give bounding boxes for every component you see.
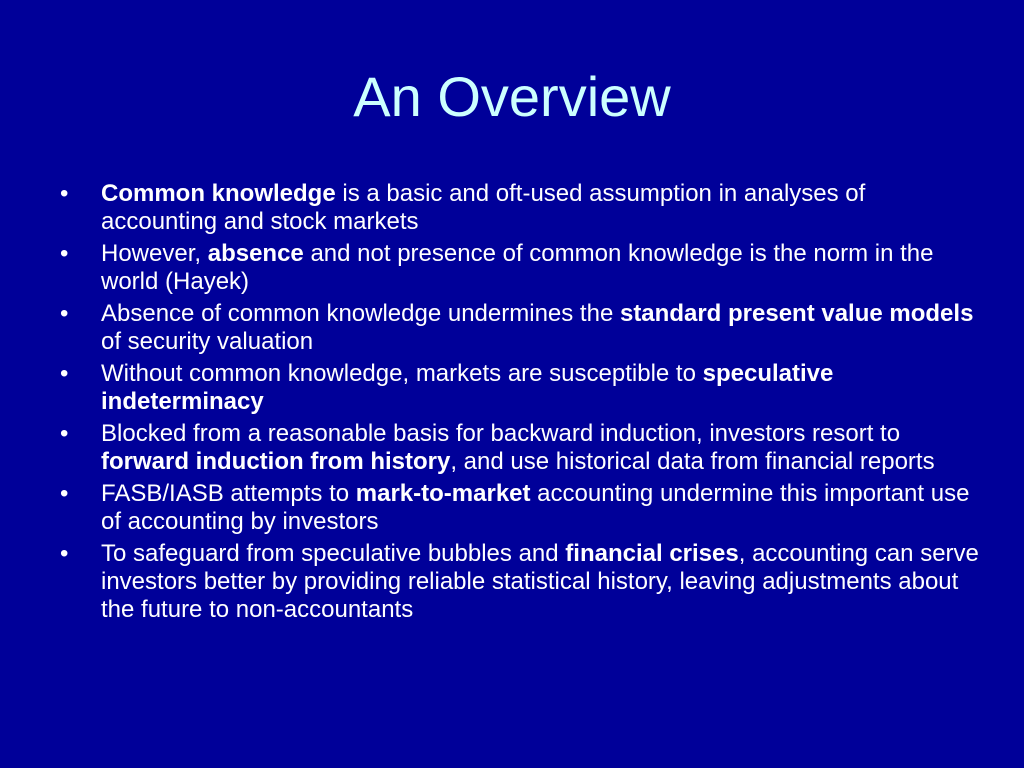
bullet-marker: •	[60, 420, 69, 447]
bullet-text	[101, 540, 979, 623]
bullet-run: , accounting can serve investors better by providing reliable statistical history, leaving adjustments about the future to non-accountants	[101, 540, 979, 623]
bullet-text	[101, 480, 969, 535]
bullet-run: , and use historical data from financial reports	[450, 448, 935, 475]
bullet-text	[101, 240, 933, 295]
bullet-emphasis: absence	[207, 240, 304, 267]
bullet-item	[60, 420, 980, 476]
bullet-run: accounting undermine this important use of accounting by investors	[101, 480, 970, 535]
bullet-run: Blocked from a reasonable basis for backward induction, investors resort to	[101, 420, 901, 447]
bullet-run: is a basic and oft-used assumption in analyses of accounting and stock markets	[101, 180, 866, 235]
bullet-run: Without common knowledge, markets are susceptible to	[101, 360, 703, 387]
bullet-text	[101, 300, 973, 355]
bullet-item	[60, 240, 980, 296]
bullet-run: To safeguard from speculative bubbles and	[101, 540, 566, 567]
bullet-marker: •	[60, 300, 69, 327]
bullet-run: Absence of common knowledge undermines the	[101, 300, 620, 327]
bullet-marker: •	[60, 180, 69, 207]
bullet-emphasis: speculative indeterminacy	[101, 360, 834, 415]
slide-title: An Overview	[353, 65, 671, 128]
bullet-item	[60, 540, 980, 624]
bullet-run: and not presence of common knowledge is the norm in the world (Hayek)	[101, 240, 934, 295]
bullet-item	[60, 480, 980, 536]
bullet-marker: •	[60, 360, 69, 387]
bullet-text	[101, 420, 935, 475]
bullet-run: FASB/IASB attempts to	[101, 480, 356, 507]
bullet-item	[60, 180, 980, 236]
bullet-marker: •	[60, 540, 69, 567]
bullet-item	[60, 360, 980, 416]
bullet-marker: •	[60, 240, 69, 267]
bullet-run: However,	[101, 240, 208, 267]
bullet-item	[60, 300, 980, 356]
bullet-emphasis: forward induction from history	[101, 448, 451, 475]
bullet-emphasis: Common knowledge	[101, 180, 336, 207]
bullet-emphasis: standard present value models	[619, 300, 974, 327]
bullet-text	[101, 180, 865, 235]
bullet-marker: •	[60, 480, 69, 507]
bullet-emphasis: financial crises	[565, 540, 739, 567]
bullet-text	[101, 360, 833, 415]
bullet-list	[60, 180, 980, 628]
bullet-run: of security valuation	[101, 328, 314, 355]
bullet-emphasis: mark-to-market	[355, 480, 531, 507]
